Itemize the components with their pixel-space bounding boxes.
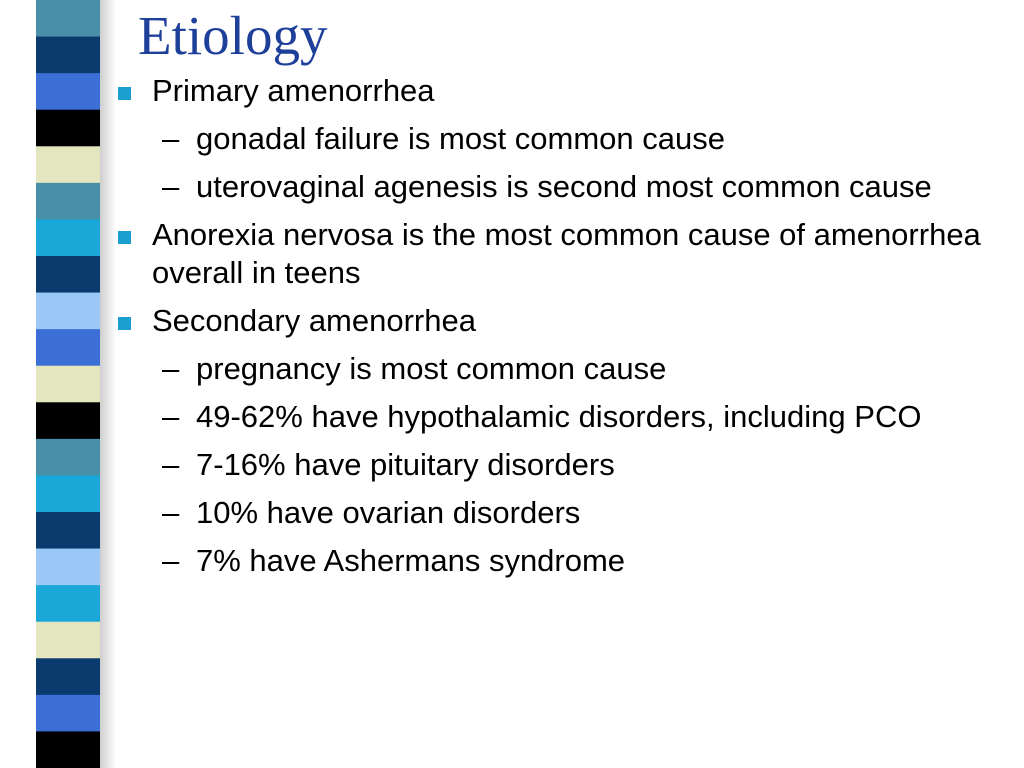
sub-bullet-text: 10% have ovarian disorders: [196, 495, 581, 530]
bullet-text: Anorexia nervosa is the most common cause of amenorrhea overall in teens: [152, 217, 981, 290]
stripe-segment: [36, 622, 100, 659]
stripe-segment: [36, 0, 100, 37]
bullet-item: [118, 302, 998, 340]
stripe-segment: [36, 731, 100, 768]
sub-bullet-item: [118, 120, 998, 158]
sub-bullet-item: [118, 350, 998, 388]
stripe-segment: [36, 73, 100, 110]
square-bullet-icon: [118, 87, 131, 100]
stripe-segment: [36, 219, 100, 256]
stripe-segment: [36, 439, 100, 476]
dash-marker: –: [162, 351, 180, 386]
sub-bullet-text: uterovaginal agenesis is second most common cause: [196, 169, 932, 204]
square-bullet-icon: [118, 231, 131, 244]
stripe-segment: [36, 585, 100, 622]
dash-marker: –: [162, 543, 180, 578]
dash-marker: –: [162, 169, 180, 204]
stripe-segment: [36, 695, 100, 732]
dash-marker: –: [162, 447, 180, 482]
sub-bullet-text: 7-16% have pituitary disorders: [196, 447, 615, 482]
sub-bullet-text: pregnancy is most common cause: [196, 351, 667, 386]
dash-marker: –: [162, 495, 180, 530]
stripe-segment: [36, 37, 100, 74]
sub-bullet-item: [118, 398, 998, 436]
stripe-segment: [36, 256, 100, 293]
sub-bullet-item: [118, 446, 998, 484]
sub-bullet-item: [118, 494, 998, 532]
dash-marker: –: [162, 121, 180, 156]
stripe-segment: [36, 146, 100, 183]
stripe-segment: [36, 110, 100, 147]
stripe-shadow: [98, 0, 116, 768]
sub-bullet-text: 49-62% have hypothalamic disorders, including PCO: [196, 399, 922, 434]
sub-bullet-text: gonadal failure is most common cause: [196, 121, 725, 156]
bullet-item: [118, 72, 998, 110]
stripe-segment: [36, 512, 100, 549]
stripe-segment: [36, 329, 100, 366]
sub-bullet-text: 7% have Ashermans syndrome: [196, 543, 626, 578]
sub-bullet-item: [118, 542, 998, 580]
bullet-item: [118, 216, 998, 292]
dash-marker: –: [162, 399, 180, 434]
decorative-stripe-bar: [36, 0, 100, 768]
stripe-segment: [36, 475, 100, 512]
stripe-segment: [36, 293, 100, 330]
stripe-segment: [36, 183, 100, 220]
stripe-graphic: [36, 0, 100, 768]
square-bullet-icon: [118, 317, 131, 330]
bullet-list: [118, 72, 998, 580]
stripe-segment: [36, 402, 100, 439]
bullet-text: Primary amenorrhea: [152, 73, 435, 108]
bullet-text: Secondary amenorrhea: [152, 303, 476, 338]
sub-bullet-item: [118, 168, 998, 206]
stripe-segment: [36, 549, 100, 586]
slide-title: Etiology: [138, 5, 328, 66]
stripe-segment: [36, 658, 100, 695]
stripe-segment: [36, 366, 100, 403]
